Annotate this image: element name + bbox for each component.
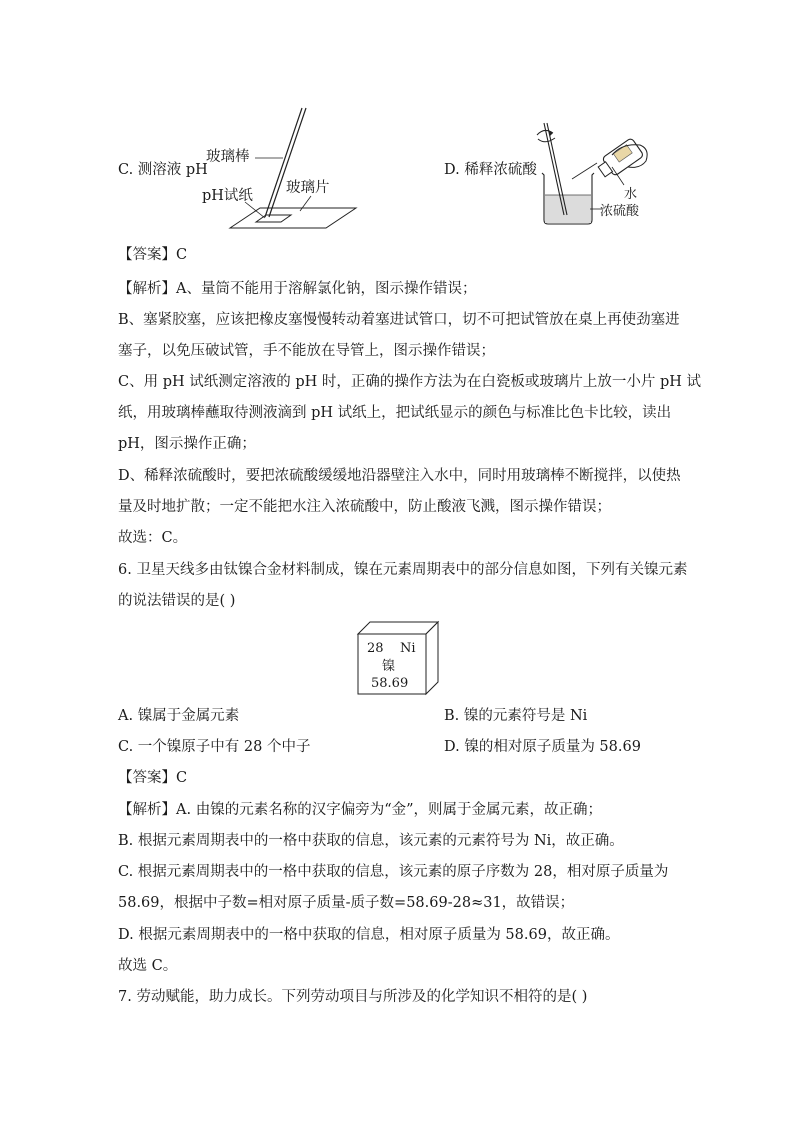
q6-stem-line-2: 的说法错误的是( )	[118, 593, 236, 609]
q5-analysis-line-9: 故选：C。	[118, 530, 188, 546]
element-name: 镍	[382, 659, 396, 674]
option-c-label: C. 测溶液 pH	[118, 162, 208, 178]
q5-answer: 【答案】C	[118, 247, 188, 263]
figure-c	[118, 100, 378, 240]
q5-analysis-line-1: 【解析】A、量筒不能用于溶解氯化钠，图示操作错误；	[118, 281, 477, 297]
glass-plate	[230, 208, 356, 228]
q6-analysis-line-6: 故选 C。	[118, 958, 178, 974]
ph-test-diagram	[118, 100, 378, 240]
option-d-label: D. 稀释浓硫酸	[444, 162, 537, 178]
q7-stem: 7. 劳动赋能，助力成长。下列劳动项目与所涉及的化学知识不相符的是( )	[118, 989, 588, 1005]
q5-analysis-line-3: 塞子，以免压破试管，手不能放在导管上，图示操作错误；	[118, 343, 495, 359]
glass-rod-label: 玻璃棒	[206, 149, 250, 165]
reagent-bottle	[595, 138, 644, 181]
water-label: 水	[624, 187, 638, 202]
dilution-diagram	[444, 105, 674, 235]
q5-analysis-line-7: D、稀释浓硫酸时，要把浓硫酸缓缓地沿器壁注入水中，同时用玻璃棒不断搅拌，以使热	[118, 468, 681, 484]
ph-paper-label: pH试纸	[202, 188, 253, 204]
q5-analysis-line-2: B、塞紧胶塞，应该把橡皮塞慢慢转动着塞进试管口，切不可把试管放在桌上再使劲塞进	[118, 312, 680, 328]
q6-analysis-line-5: D. 根据元素周期表中的一格中获取的信息，相对原子质量为 58.69，故正确。	[118, 927, 620, 943]
atomic-number: 28	[367, 641, 384, 656]
q6-option-c: C. 一个镍原子中有 28 个中子	[118, 739, 311, 755]
glass-plate-label: 玻璃片	[286, 180, 330, 196]
atomic-mass: 58.69	[371, 676, 409, 691]
q5-analysis-line-8: 量及时地扩散；一定不能把水注入浓硫酸中，防止酸液飞溅，图示操作错误；	[118, 499, 611, 515]
q6-analysis-line-4: 58.69，根据中子数=相对原子质量-质子数=58.69-28≈31，故错误；	[118, 895, 575, 911]
q6-analysis-line-3: C. 根据元素周期表中的一格中获取的信息，该元素的原子序数为 28，相对原子质量为	[118, 864, 669, 880]
q6-option-d: D. 镍的相对原子质量为 58.69	[444, 739, 641, 755]
acid-label: 浓硫酸	[600, 204, 640, 219]
q5-analysis-line-5: 纸，用玻璃棒蘸取待测液滴到 pH 试纸上，把试纸显示的颜色与标准比色卡比较，读出	[118, 405, 672, 421]
q6-option-a: A. 镍属于金属元素	[118, 708, 240, 724]
q6-analysis-line-1: 【解析】A. 由镍的元素名称的汉字偏旁为“金”，则属于金属元素，故正确；	[118, 802, 603, 818]
acid-liquid	[545, 195, 591, 223]
q5-analysis-line-6: pH，图示操作正确；	[118, 436, 256, 452]
q6-stem-line-1: 6. 卫星天线多由钛镍合金材料制成，镍在元素周期表中的部分信息如图，下列有关镍元素	[118, 562, 688, 578]
q5-analysis-line-4: C、用 pH 试纸测定溶液的 pH 时，正确的操作方法为在白瓷板或玻璃片上放一小片 pH 试	[118, 374, 702, 390]
element-symbol: Ni	[400, 641, 416, 656]
q6-answer: 【答案】C	[118, 770, 188, 786]
q6-option-b: B. 镍的元素符号是 Ni	[444, 708, 588, 724]
figure-d	[444, 105, 674, 235]
element-cell-nickel	[356, 620, 440, 696]
ph-paper	[256, 215, 291, 222]
glass-rod	[265, 108, 302, 217]
q6-analysis-line-2: B. 根据元素周期表中的一格中获取的信息，该元素的元素符号为 Ni，故正确。	[118, 833, 624, 849]
